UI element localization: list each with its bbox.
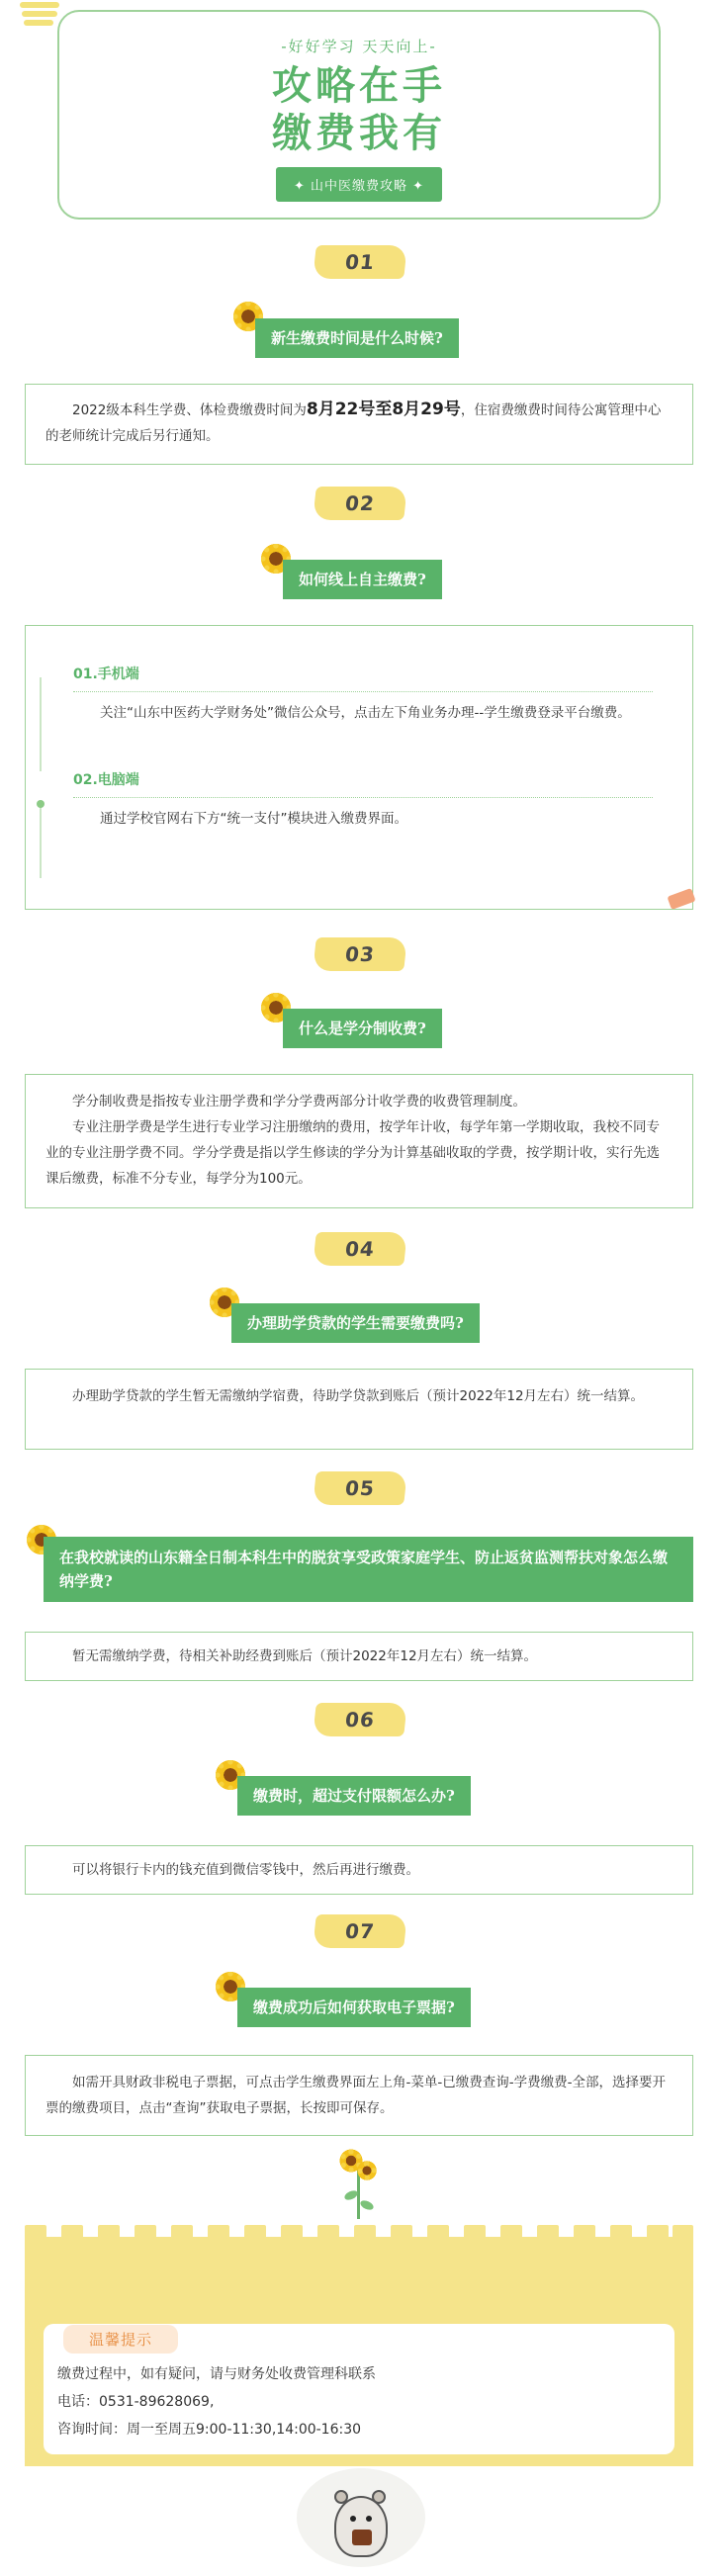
section-number-badge: 03	[313, 937, 407, 971]
section-answer	[25, 1369, 693, 1450]
section-number-badge: 04	[313, 1232, 407, 1266]
answer-paragraph: 专业注册学费是学生进行专业学习注册缴纳的费用，按学年计收，每学年第一学期收取，我校不同专业的专业注册学费不同。学分学费是指以学生修读的学分为计算基础收取的学费，按学期计收，实行先选课后缴费，标准不分专业，每学分为100元。	[45, 1119, 660, 1187]
header-subtitle: -好好学习 天天向上-	[281, 38, 437, 55]
section-question: 什么是学分制收费?	[283, 1009, 442, 1048]
answer-text: 暂无需缴纳学费，待相关补助经费到账后（预计2022年12月左右）统一结算。	[72, 1648, 538, 1664]
answer-date-highlight: 8月22号至8月29号	[306, 400, 461, 419]
section-number-badge: 01	[313, 245, 407, 279]
section-answer	[25, 384, 693, 465]
tips-label: 温馨提示	[63, 2325, 178, 2354]
section-answer	[25, 1845, 693, 1895]
section-answer	[25, 2055, 693, 2136]
subsection-text-pc: 通过学校官网右下方“统一支付”模块进入缴费界面。	[100, 811, 407, 827]
section-question: 缴费成功后如何获取电子票据?	[237, 1988, 471, 2027]
section-question: 办理助学贷款的学生需要缴费吗?	[231, 1303, 480, 1343]
answer-text: 如需开具财政非税电子票据，可点击学生缴费界面左上角-菜单-已缴费查询-学费缴费-全部，选择要开票的缴费项目，点击“查询”获取电子票据，长按即可保存。	[45, 2075, 666, 2116]
subsection-title-pc: 02.电脑端	[73, 772, 139, 788]
tips-phone-line: 电话：0531-89628069,	[57, 2394, 215, 2410]
hamster-mascot-icon	[326, 2482, 396, 2561]
tips-hours-line: 咨询时间：周一至周五9:00-11:30,14:00-16:30	[57, 2422, 362, 2438]
answer-text	[45, 397, 673, 449]
section-question: 在我校就读的山东籍全日制本科生中的脱贫享受政策家庭学生、防止返贫监测帮扶对象怎么缴纳学费?	[44, 1537, 693, 1602]
subsection-text-mobile: 关注“山东中医药大学财务处”微信公众号，点击左下角业务办理--学生缴费登录平台缴费。	[100, 705, 631, 721]
answer-text-pre: 2022级本科生学费、体检费缴费时间为	[72, 402, 307, 418]
section-answer	[25, 625, 693, 910]
answer-text: 可以将银行卡内的钱充值到微信零钱中，然后再进行缴费。	[72, 1862, 419, 1878]
header-card	[57, 10, 661, 220]
section-number-badge: 05	[313, 1471, 407, 1505]
answer-paragraph: 学分制收费是指按专业注册学费和学分学费两部分计收学费的收费管理制度。	[72, 1094, 526, 1110]
sunflower-plant-icon	[334, 2148, 384, 2227]
sparkle-icon: ✦	[412, 179, 425, 194]
section-number-badge: 02	[313, 487, 407, 520]
section-number-badge: 07	[313, 1914, 407, 1948]
answer-text: 办理助学贷款的学生暂无需缴纳学宿费，待助学贷款到账后（预计2022年12月左右）统一结算。	[72, 1388, 645, 1404]
subsection-title-mobile: 01.手机端	[73, 666, 139, 682]
header-pill-label: 山中医缴费攻略	[310, 179, 407, 194]
answer-text-post: ，住宿费缴费时间待公寓管理中心的老师统计完成后另行通知。	[45, 402, 662, 444]
header-title-line1: 攻略在手	[272, 63, 446, 109]
section-question: 缴费时，超过支付限额怎么办?	[237, 1776, 471, 1816]
section-answer	[25, 1074, 693, 1208]
section-question: 如何线上自主缴费?	[283, 560, 442, 599]
header-title-line2: 缴费我有	[272, 111, 446, 156]
bullet-dot-icon	[37, 800, 45, 808]
sparkle-icon: ✦	[293, 179, 311, 194]
wallet-icon	[352, 2530, 372, 2545]
header-pill	[276, 167, 442, 202]
section-question: 新生缴费时间是什么时候?	[255, 318, 459, 358]
section-answer	[25, 1632, 693, 1681]
tips-contact-line: 缴费过程中，如有疑问，请与财务处收费管理科联系	[57, 2366, 376, 2382]
section-number-badge: 06	[313, 1703, 407, 1736]
